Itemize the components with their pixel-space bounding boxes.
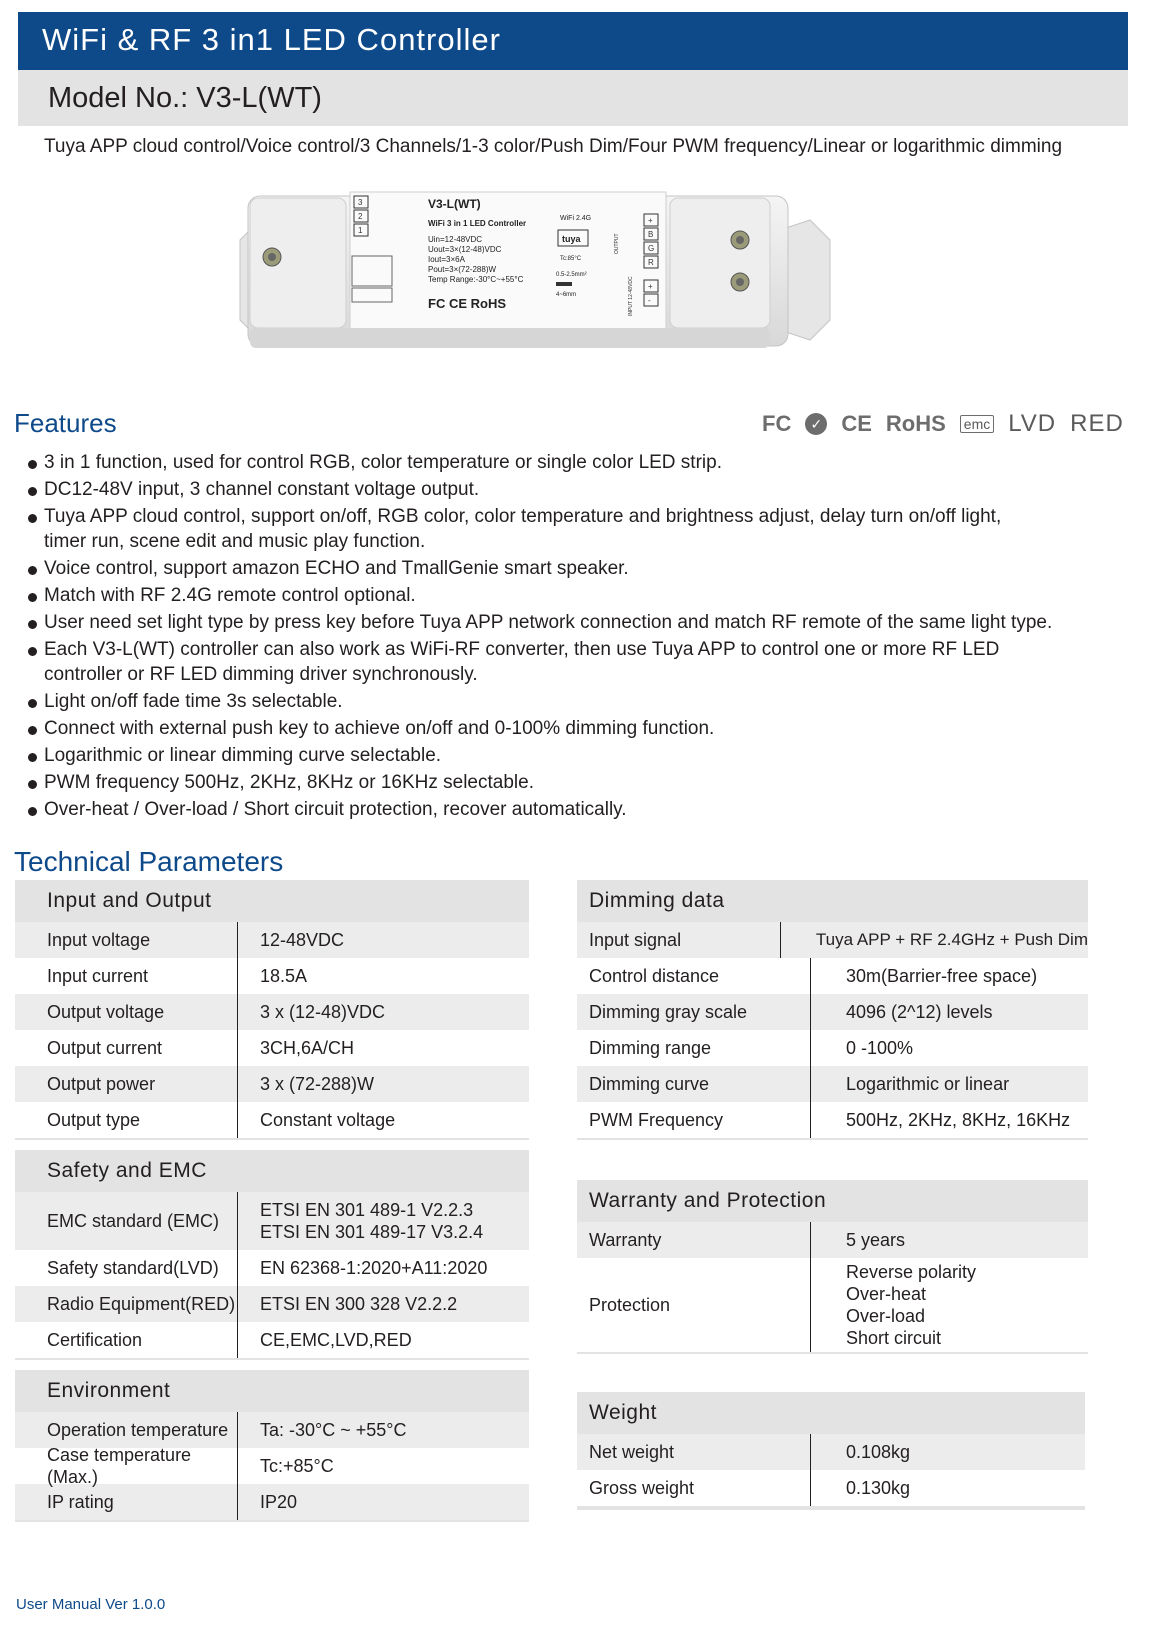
table-header: Weight bbox=[577, 1392, 1085, 1434]
terminal-label: B bbox=[648, 230, 654, 239]
param-key: Operation temperature bbox=[47, 1420, 229, 1440]
terminal-group-label: OUTPUT bbox=[614, 233, 620, 254]
model-number: Model No.: V3-L(WT) bbox=[48, 82, 322, 114]
list-item: DC12-48V input, 3 channel constant voltage output. bbox=[26, 477, 1136, 502]
table-header: Warranty and Protection bbox=[577, 1180, 1088, 1222]
param-value: 3 x (12-48)VDC bbox=[237, 994, 529, 1030]
param-key: Case temperature (Max.) bbox=[47, 1445, 192, 1487]
param-value: 500Hz, 2KHz, 8KHz, 16KHz bbox=[810, 1102, 1088, 1138]
safety-emc-table bbox=[15, 1150, 529, 1360]
label-tuya: tuya bbox=[562, 234, 581, 244]
subtitle: Tuya APP cloud control/Voice control/3 Channels/1-3 color/Push Dim/Four PWM frequency/Linear or logarithmic dimming bbox=[44, 136, 1063, 157]
param-value: EN 62368-1:2020+A11:2020 bbox=[237, 1250, 529, 1286]
table-row bbox=[15, 1030, 529, 1066]
list-item: Voice control, support amazon ECHO and TmallGenie smart speaker. bbox=[26, 556, 1136, 581]
terminal-label: 3 bbox=[358, 198, 363, 207]
param-key: Dimming range bbox=[589, 1038, 712, 1058]
feature-list bbox=[26, 450, 1136, 824]
list-item: Tuya APP cloud control, support on/off, RGB color, color temperature and brightness adjust, delay turn on/off light, timer run, scene edit and music play function. bbox=[26, 504, 1006, 554]
param-value: 0.108kg bbox=[810, 1434, 1085, 1470]
environment-table bbox=[15, 1370, 529, 1522]
param-key: Input voltage bbox=[47, 930, 151, 950]
table-row bbox=[15, 1412, 529, 1448]
table-row bbox=[15, 1484, 529, 1520]
terminal-label: R bbox=[648, 258, 654, 267]
param-value: Constant voltage bbox=[237, 1102, 529, 1138]
table-row bbox=[577, 1258, 1088, 1352]
list-item: User need set light type by press key before Tuya APP network connection and match RF remote of the same light type. bbox=[26, 610, 1136, 635]
label-name: WiFi 3 in 1 LED Controller bbox=[428, 219, 527, 228]
features-heading: Features bbox=[14, 408, 117, 438]
emc-mark-icon: emc bbox=[960, 415, 994, 433]
input-output-table bbox=[15, 880, 529, 1140]
param-value: 18.5A bbox=[237, 958, 529, 994]
label-spec: Uout=3×(12-48)VDC bbox=[428, 245, 502, 254]
label-spec: Uin=12-48VDC bbox=[428, 235, 483, 244]
ctick-mark-icon: ✓ bbox=[805, 413, 827, 435]
table-row bbox=[577, 1470, 1085, 1506]
param-value: Ta: -30°C ~ +55°C bbox=[237, 1412, 529, 1448]
param-key: IP rating bbox=[47, 1492, 114, 1512]
table-row bbox=[15, 1066, 529, 1102]
table-row bbox=[577, 958, 1088, 994]
ce-mark-icon: CE bbox=[841, 411, 872, 436]
param-value: 0 -100% bbox=[810, 1030, 1088, 1066]
param-key: Dimming curve bbox=[589, 1074, 710, 1094]
param-value-line: Over-heat bbox=[846, 1284, 927, 1304]
list-item: PWM frequency 500Hz, 2KHz, 8KHz or 16KHz selectable. bbox=[26, 770, 1136, 795]
table-row bbox=[577, 1222, 1088, 1258]
label-misc: 4~6mm bbox=[556, 292, 577, 298]
terminal-label: + bbox=[648, 216, 653, 225]
param-value: 3 x (72-288)W bbox=[237, 1066, 529, 1102]
page-title: WiFi & RF 3 in1 LED Controller bbox=[42, 22, 501, 57]
product-image bbox=[230, 190, 840, 370]
terminal-label: 2 bbox=[358, 212, 363, 221]
terminal-label: 1 bbox=[358, 226, 363, 235]
label-wifi: WiFi 2.4G bbox=[560, 215, 592, 222]
footer-version: User Manual Ver 1.0.0 bbox=[16, 1596, 166, 1613]
param-value-line: Over-load bbox=[846, 1306, 926, 1326]
param-value: 12-48VDC bbox=[237, 922, 529, 958]
table-row bbox=[577, 922, 1088, 958]
list-item: Logarithmic or linear dimming curve selectable. bbox=[26, 743, 1136, 768]
label-marks: FC CE RoHS bbox=[428, 296, 506, 311]
param-value bbox=[237, 1192, 529, 1250]
table-row bbox=[15, 994, 529, 1030]
title-bar bbox=[18, 12, 1128, 70]
param-key: Output current bbox=[47, 1038, 163, 1058]
list-item: Over-heat / Over-load / Short circuit protection, recover automatically. bbox=[26, 797, 1136, 822]
param-key: Protection bbox=[589, 1295, 671, 1315]
lvd-mark: LVD bbox=[1008, 410, 1057, 437]
model-bar bbox=[18, 70, 1128, 126]
terminal-label: + bbox=[648, 282, 653, 291]
table-row bbox=[15, 922, 529, 958]
table-row bbox=[577, 994, 1088, 1030]
param-key: Dimming gray scale bbox=[589, 1002, 748, 1022]
label-spec: Pout=3×(72-288)W bbox=[428, 265, 497, 274]
red-mark: RED bbox=[1070, 410, 1124, 437]
param-value: 5 years bbox=[810, 1222, 1088, 1258]
terminal-label: - bbox=[648, 296, 651, 305]
table-row bbox=[15, 1192, 529, 1250]
param-key: Safety standard(LVD) bbox=[47, 1258, 219, 1278]
param-value-line: ETSI EN 301 489-1 V2.2.3 bbox=[260, 1200, 474, 1220]
param-key: Output type bbox=[47, 1110, 141, 1130]
label-model: V3-L(WT) bbox=[428, 197, 481, 211]
param-value: IP20 bbox=[237, 1484, 529, 1520]
param-key: Warranty bbox=[589, 1230, 662, 1250]
list-item: 3 in 1 function, used for control RGB, color temperature or single color LED strip. bbox=[26, 450, 1136, 475]
param-value: Tc:+85°C bbox=[237, 1448, 529, 1484]
table-row bbox=[15, 1445, 529, 1487]
table-header: Environment bbox=[15, 1370, 529, 1412]
table-row bbox=[15, 1286, 529, 1322]
label-spec: Temp Range:-30°C~+55°C bbox=[428, 275, 524, 284]
param-value-line: Short circuit bbox=[846, 1328, 942, 1348]
table-row bbox=[15, 1250, 529, 1286]
param-key: Gross weight bbox=[589, 1478, 695, 1498]
table-header: Safety and EMC bbox=[15, 1150, 529, 1192]
param-value: 4096 (2^12) levels bbox=[810, 994, 1088, 1030]
table-header: Input and Output bbox=[15, 880, 529, 922]
param-value: Tuya APP + RF 2.4GHz + Push Dim bbox=[780, 922, 1088, 958]
fcc-mark-icon: FC bbox=[762, 411, 792, 436]
table-row bbox=[577, 1030, 1088, 1066]
certification-marks bbox=[762, 410, 1124, 438]
terminal-label: G bbox=[648, 244, 655, 253]
param-key: EMC standard (EMC) bbox=[47, 1211, 220, 1231]
param-value: ETSI EN 300 328 V2.2.2 bbox=[237, 1286, 529, 1322]
param-value-line: ETSI EN 301 489-17 V3.2.4 bbox=[260, 1222, 484, 1242]
list-item: Connect with external push key to achieve on/off and 0-100% dimming function. bbox=[26, 716, 1136, 741]
param-value bbox=[810, 1258, 1088, 1352]
label-spec: Iout=3×6A bbox=[428, 255, 465, 264]
terminal-group-label: INPUT 12-48VDC bbox=[628, 276, 634, 316]
table-row bbox=[15, 958, 529, 994]
param-key: Certification bbox=[47, 1330, 143, 1350]
param-value: 3CH,6A/CH bbox=[237, 1030, 529, 1066]
table-row bbox=[577, 1102, 1088, 1138]
param-key: Output power bbox=[47, 1074, 156, 1094]
table-row bbox=[577, 1066, 1088, 1102]
table-row bbox=[15, 1322, 529, 1358]
weight-table bbox=[577, 1392, 1085, 1510]
param-value: 0.130kg bbox=[810, 1470, 1085, 1506]
table-row bbox=[577, 1434, 1085, 1470]
param-value: CE,EMC,LVD,RED bbox=[237, 1322, 529, 1358]
param-key: Net weight bbox=[589, 1442, 675, 1462]
dimming-data-table bbox=[577, 880, 1088, 1140]
label-misc: 0.5-2.5mm² bbox=[556, 272, 587, 278]
list-item: Match with RF 2.4G remote control optional. bbox=[26, 583, 1136, 608]
param-key: Radio Equipment(RED) bbox=[47, 1294, 236, 1314]
param-key: Input signal bbox=[589, 930, 682, 950]
label-misc: Tc:85°C bbox=[560, 256, 582, 262]
warranty-table bbox=[577, 1180, 1088, 1354]
param-key: Control distance bbox=[589, 966, 720, 986]
technical-heading: Technical Parameters bbox=[14, 846, 284, 877]
param-key: Input current bbox=[47, 966, 149, 986]
table-header: Dimming data bbox=[577, 880, 1088, 922]
param-value: Logarithmic or linear bbox=[810, 1066, 1088, 1102]
param-value: 30m(Barrier-free space) bbox=[810, 958, 1088, 994]
param-value-line: Reverse polarity bbox=[846, 1262, 977, 1282]
rohs-mark-icon: RoHS bbox=[885, 411, 946, 436]
table-row bbox=[15, 1102, 529, 1138]
param-key: Output voltage bbox=[47, 1002, 165, 1022]
list-item: Light on/off fade time 3s selectable. bbox=[26, 689, 1136, 714]
list-item: Each V3-L(WT) controller can also work as WiFi-RF converter, then use Tuya APP to control one or more RF LED controller or RF LED dimming driver synchronously. bbox=[26, 637, 1056, 687]
param-key: PWM Frequency bbox=[589, 1110, 724, 1130]
